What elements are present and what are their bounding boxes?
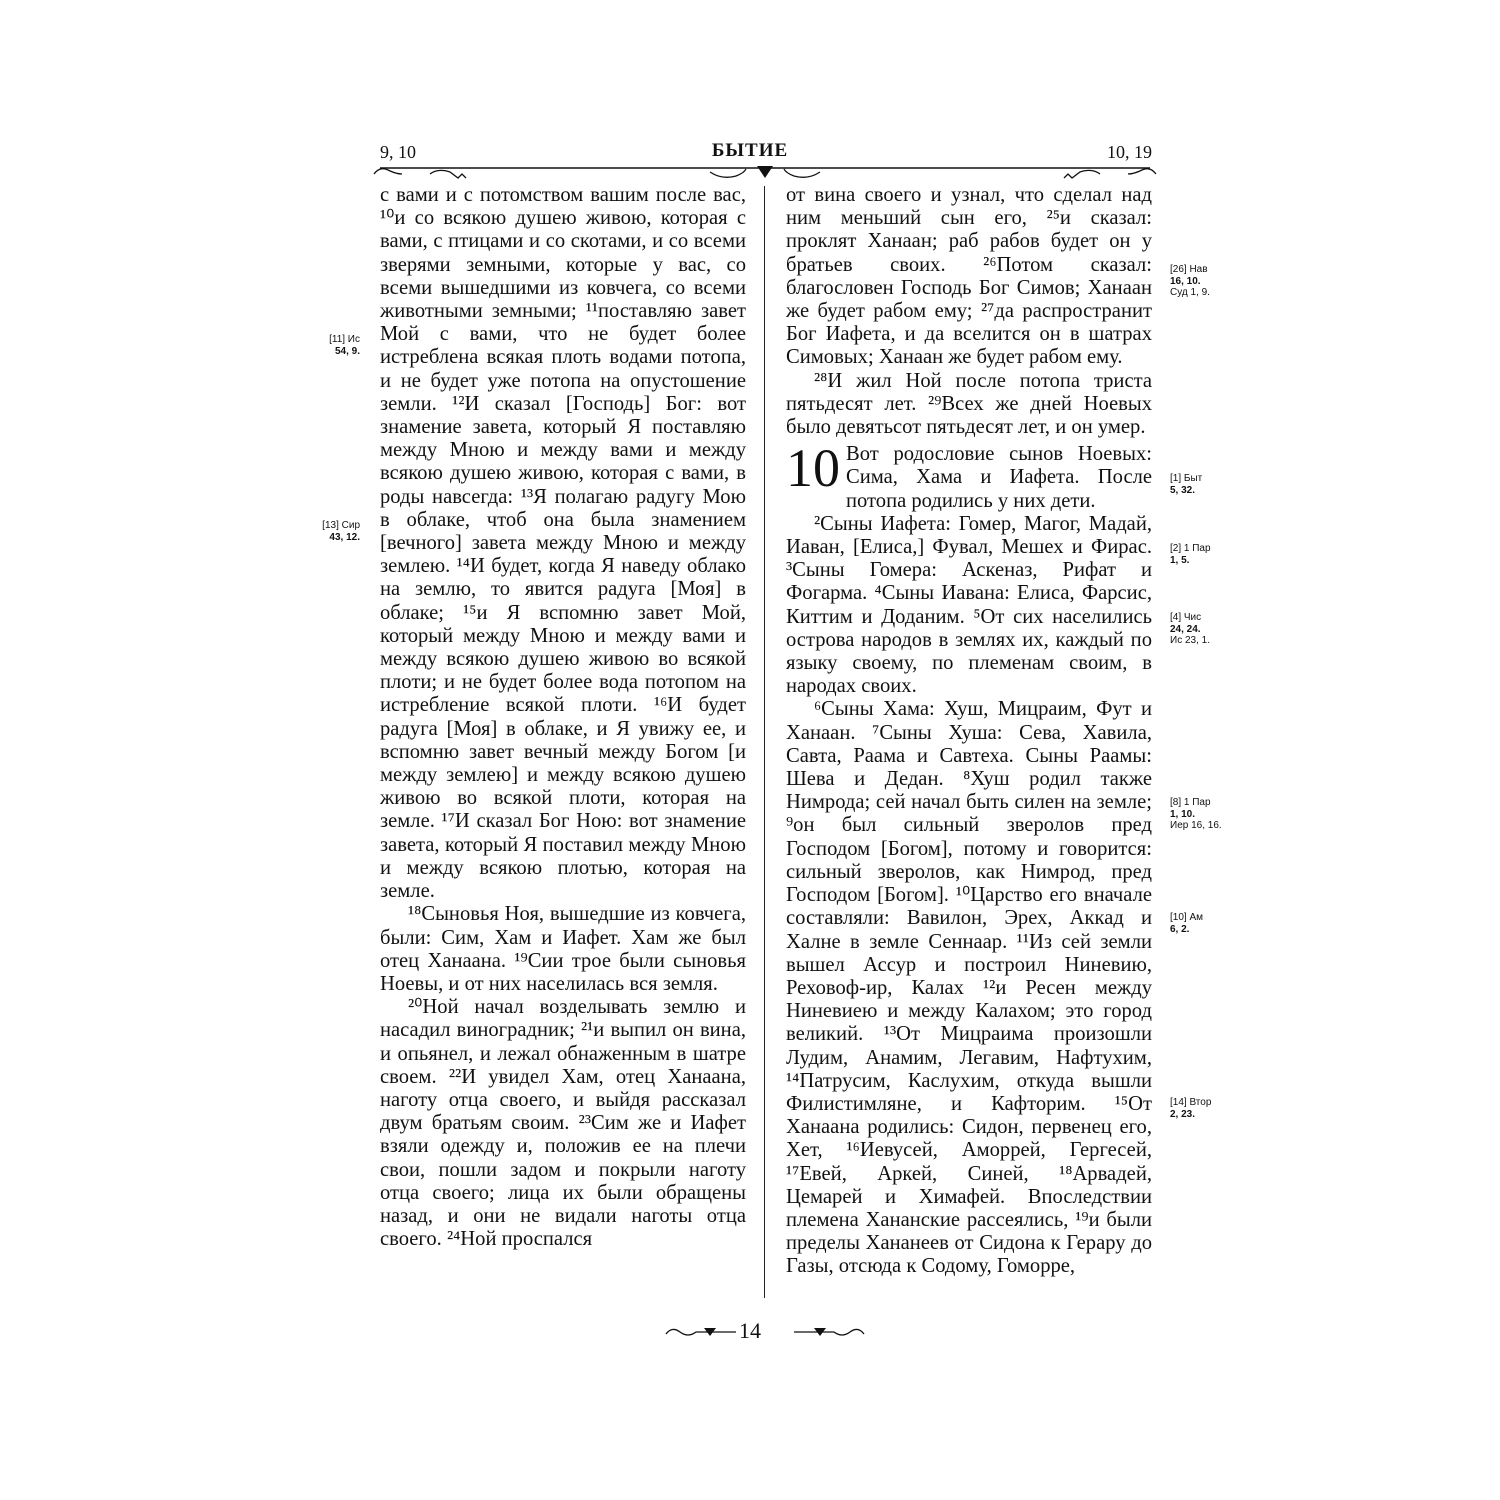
column-divider bbox=[764, 186, 765, 1298]
margin-note: [26] Нав 16, 10. Суд 1, 9. bbox=[1170, 264, 1210, 298]
margin-note: [2] 1 Пар 1, 5. bbox=[1170, 543, 1211, 566]
margin-note: [8] 1 Пар 1, 10. Иер 16, 16. bbox=[1170, 797, 1222, 831]
paragraph: от вина своего и узнал, что сделал над ним меньший сын его, ²⁵и сказал: проклят Ханаан; раб рабов будет он у братьев своих. ²⁶Потом сказал: благословен Господь Бог Симов; Ханаан же будет рабом ему; ²⁷да распространит Бог Иафета, и да вселится он в шатрах Симовых; Ханаан же будет рабом ему. bbox=[786, 184, 1152, 369]
margin-note: [1] Быт 5, 32. bbox=[1170, 473, 1203, 496]
header-right-reference: 10, 19 bbox=[1107, 142, 1152, 162]
paragraph: ²⁰Ной начал возделывать землю и насадил виноградник; ²¹и выпил он вина, и опьянел, и лежал обнаженным в шатре своем. ²²И увидел Хам, отец Ханаана, наготу отца своего, и выйдя рассказал двум братьям своим. ²³Сим же и Иафет взяли одежду и, положив ее на плечи свои, пошли задом и покрыли наготу отца своего; лица их были обращены назад, и они не видали наготы отца своего. ²⁴Ной проспался bbox=[380, 996, 746, 1251]
left-text-column bbox=[380, 184, 746, 1251]
chapter-number: 10 bbox=[786, 438, 840, 499]
footer-ornament-right-icon bbox=[786, 1322, 866, 1342]
paragraph: с вами и с потомством вашим после вас, ¹⁰и со всякою душею живою, которая с вами, с птицами и со скотами, и со всеми зверями земными, которые у вас, со всеми вышедшими из ковчега, со всеми животными земными; ¹¹поставляю завет Мой с вами, что не будет более истреблена всякая плоть водами потопа, и не будет уже потопа на опустошение земли. ¹²И сказал [Господь] Бог: вот знамение завета, который Я поставляю между Мною и между вами и между всякою душею живою, которая с вами, в роды навсегда: ¹³Я полагаю радугу Мою в облаке, чтоб она была знамением [вечного] завета между Мною и между землею. ¹⁴И будет, когда Я наведу облако на землю, то явится радуга [Моя] в облаке; ¹⁵и Я вспомню завет Мой, который между Мною и между вами и между всякою душею живою во всякой плоти; и не будет более вода потопом на истребление всякой плоти. ¹⁶И будет радуга [Моя] в облаке, и Я увижу ее, и вспомню завет вечный между Богом [и между землею] и между всякою душею живою во всякой плоти, которая на земле. ¹⁷И сказал Бог Ною: вот знамение завета, который Я поставил между Мною и между всякою плотью, которая на земле. bbox=[380, 184, 746, 903]
paragraph: ⁶Сыны Хама: Хуш, Мицраим, Фут и Ханаан. ⁷Сыны Хуша: Сева, Хавила, Савта, Раама и Савтеха. Сыны Раамы: Шева и Дедан. ⁸Хуш родил также Нимрода; сей начал быть силен на земле; ⁹он был сильный зверолов пред Господом [Богом], потому и говорится: сильный зверолов, как Нимрод, пред Господом [Богом]. ¹⁰Царство его вначале составляли: Вавилон, Эрех, Аккад и Халне в земле Сеннаар. ¹¹Из сей земли вышел Ассур и построил Ниневию, Реховоф-ир, Калах ¹²и Ресен между Ниневиею и между Калахом; это город великий. ¹³От Мицраима произошли Лудим, Анамим, Легавим, Нафтухим, ¹⁴Патрусим, Каслухим, откуда вышли Филистимляне, и Кафторим. ¹⁵От Ханаана родились: Сидон, первенец его, Хет, ¹⁶Иевусей, Аморрей, Гергесей, ¹⁷Евей, Аркей, Синей, ¹⁸Арвадей, Цемарей и Химафей. Впоследствии племена Хананские рассеялись, ¹⁹и были пределы Хананеев от Сидона к Герару до Газы, отсюда к Содому, Гоморре, bbox=[786, 698, 1152, 1278]
header-left-reference: 9, 10 bbox=[380, 142, 416, 162]
margin-note: [4] Чис 24, 24. Ис 23, 1. bbox=[1170, 612, 1210, 646]
margin-note: [10] Ам 6, 2. bbox=[1170, 912, 1204, 935]
page-number: 14 bbox=[739, 1318, 761, 1343]
paragraph: ¹⁸Сыновья Ноя, вышедшие из ковчега, были: Сим, Хам и Иафет. Хам же был отец Ханаана. ¹⁹Сии трое были сыновья Ноевы, и от них населилась вся земля. bbox=[380, 903, 746, 995]
margin-note: [14] Втор 2, 23. bbox=[1170, 1097, 1212, 1120]
right-text-column bbox=[786, 184, 1152, 1279]
margin-note: [11] Ис 54, 9. bbox=[329, 334, 360, 357]
paragraph: ²Сыны Иафета: Гомер, Магог, Мадай, Иаван, [Елиса,] Фувал, Мешех и Фирас. ³Сыны Гомера: Аскеназ, Рифат и Фогарма. ⁴Сыны Иавана: Елиса, Фарсис, Киттим и Доданим. ⁵От сих населились острова народов в землях их, каждый по языку своему, по племенам своим, в народах своих. bbox=[786, 512, 1152, 698]
chapter-opening bbox=[786, 438, 1152, 513]
chapter-text: Вот родословие сынов Ноевых: Сима, Хама и Иафета. После потопа родились у них дети. bbox=[846, 443, 1152, 512]
book-title: БЫТИЕ bbox=[711, 140, 789, 161]
header-ornament-icon bbox=[370, 160, 1160, 186]
paragraph: ²⁸И жил Ной после потопа триста пятьдесят лет. ²⁹Всех же дней Ноевых было девятьсот пятьдесят лет, и он умер. bbox=[786, 369, 1152, 439]
margin-note: [13] Сир 43, 12. bbox=[322, 520, 360, 543]
